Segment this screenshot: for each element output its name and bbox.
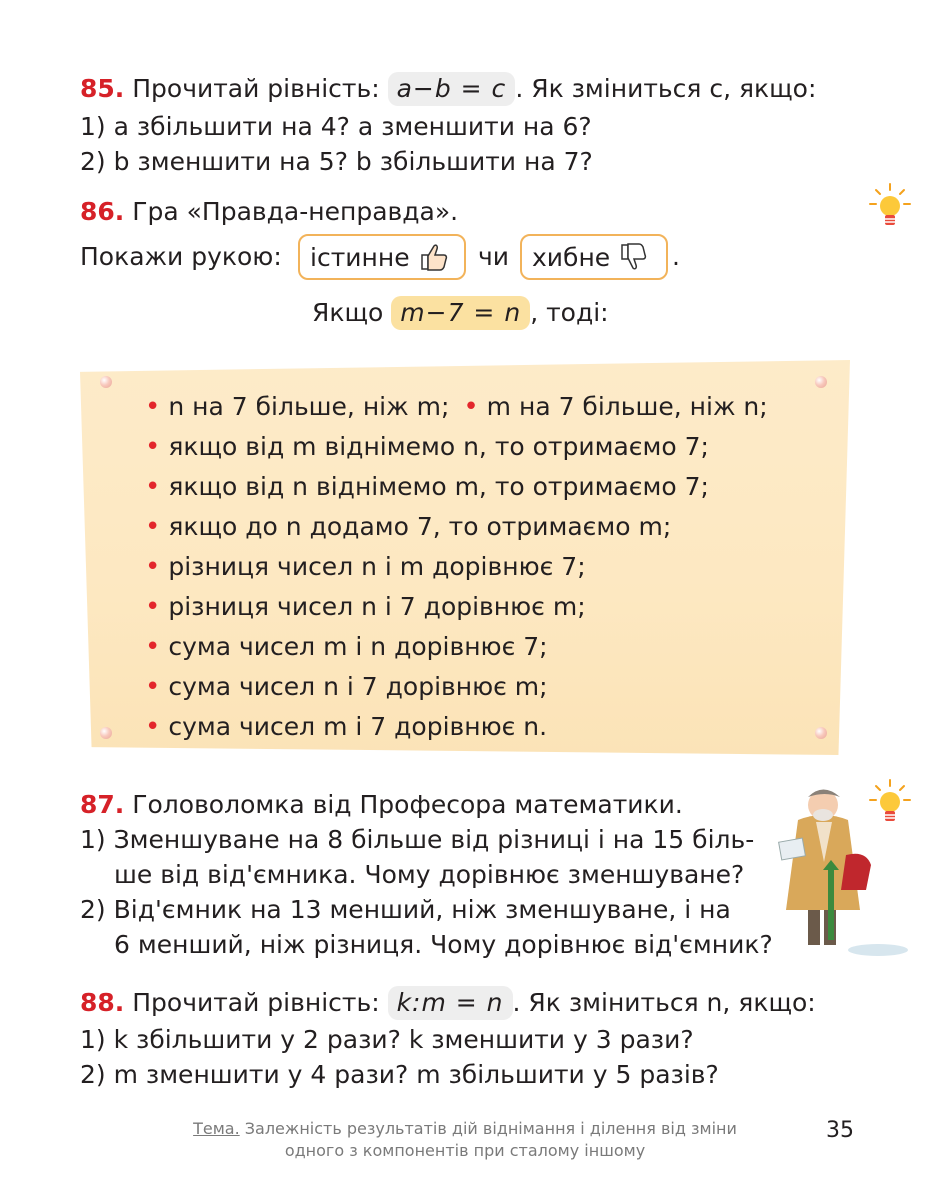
thumbs-up-icon [418,241,450,273]
ex86-condition [312,296,609,330]
statement: якщо від n віднімемо m, то отримаємо 7; [168,472,709,501]
statement-row: • якщо до n додамо 7, то отримаємо m; [145,512,672,542]
ex85-item-2: 2) b зменшити на 5? b збільшити на 7? [80,147,593,176]
exercise-number: 85. [80,74,125,103]
exercise-number: 88. [80,988,125,1017]
false-answer-card [520,234,668,280]
ex85-intro: Прочитай рівність: [132,74,380,103]
ex86-title: Гра «Правда-неправда». [132,197,459,226]
statement-row: • n на 7 більше, ніж m; • m на 7 більше, ніж n; [145,392,768,422]
statement: якщо від m віднімемо n, то отримаємо 7; [168,432,709,461]
or-label: чи [478,242,510,271]
statement: сума чисел m і 7 дорівнює n. [168,712,548,741]
thumbs-down-icon [618,241,648,273]
lightbulb-icon [868,778,912,830]
ex87-line: 6 менший, ніж різниця. Чому дорівнює від'ємник? [114,930,773,959]
pin-decoration [100,727,112,739]
statement-row: • сума чисел n і 7 дорівнює m; [145,672,548,702]
statement: сума чисел n і 7 дорівнює m; [168,672,548,701]
pin-decoration [815,727,827,739]
ex86-show-label: Покажи рукою: [80,242,282,271]
statement-row: • сума чисел m і 7 дорівнює n. [145,712,548,742]
ex88-formula: k:m = n [388,986,513,1020]
ex87-title-line [80,788,683,822]
exercise-number: 87. [80,790,125,819]
statement-row: • якщо від m віднімемо n, то отримаємо 7; [145,432,709,462]
ex85-item-1: 1) a збільшити на 4? a зменшити на 6? [80,112,592,141]
statement: різниця чисел n і m дорівнює 7; [168,552,586,581]
footer-text-line2: одного з компонентів при сталому іншому [284,1141,646,1160]
ex88-question: . Як зміниться n, якщо: [512,988,816,1017]
ex87-line: 2) Від'ємник на 13 менший, ніж зменшуване, і на [80,895,731,924]
ex87-line: ше від від'ємника. Чому дорівнює зменшуване? [114,860,745,889]
statement: сума чисел m і n дорівнює 7; [168,632,548,661]
ex88-intro: Прочитай рівність: [132,988,380,1017]
ex88-item-1: 1) k збільшити у 2 рази? k зменшити у 3 рази? [80,1025,694,1054]
then-label: , тоді: [530,298,609,327]
exercise-number: 86. [80,197,125,226]
period: . [672,242,680,271]
ex85-question: . Як зміниться c, якщо: [515,74,817,103]
statement: різниця чисел n і 7 дорівнює m; [168,592,586,621]
true-label: істинне [310,242,410,272]
ex88-line [80,986,816,1020]
ex85-line [80,72,816,106]
statement-row: • різниця чисел n і 7 дорівнює m; [145,592,586,622]
ex87-title: Головоломка від Професора математики. [132,790,683,819]
if-label: Якщо [312,298,384,327]
footer-text-line1: Залежність результатів дій віднімання і ділення від зміни [244,1119,737,1138]
footer-topic [170,1118,760,1162]
ex86-formula: m−7 = n [391,296,530,330]
lightbulb-icon [868,182,912,234]
statement-row: • різниця чисел n і m дорівнює 7; [145,552,586,582]
statement-row: • сума чисел m і n дорівнює 7; [145,632,548,662]
statement: якщо до n додамо 7, то отримаємо m; [168,512,672,541]
ex87-line: 1) Зменшуване на 8 більше від різниці і на 15 біль- [80,825,755,854]
statement: m на 7 більше, ніж n; [486,392,768,421]
false-label: хибне [532,242,611,272]
pin-decoration [100,376,112,388]
statement-row: • якщо від n віднімемо m, то отримаємо 7; [145,472,709,502]
statement: n на 7 більше, ніж m; [168,392,450,421]
pin-decoration [815,376,827,388]
true-answer-card [298,234,466,280]
ex85-formula: a−b = c [388,72,516,106]
page-number: 35 [826,1118,854,1143]
footer-tema-label: Тема. [193,1119,240,1138]
ex86-title-line [80,195,458,229]
ex88-item-2: 2) m зменшити у 4 рази? m збільшити у 5 разів? [80,1060,719,1089]
